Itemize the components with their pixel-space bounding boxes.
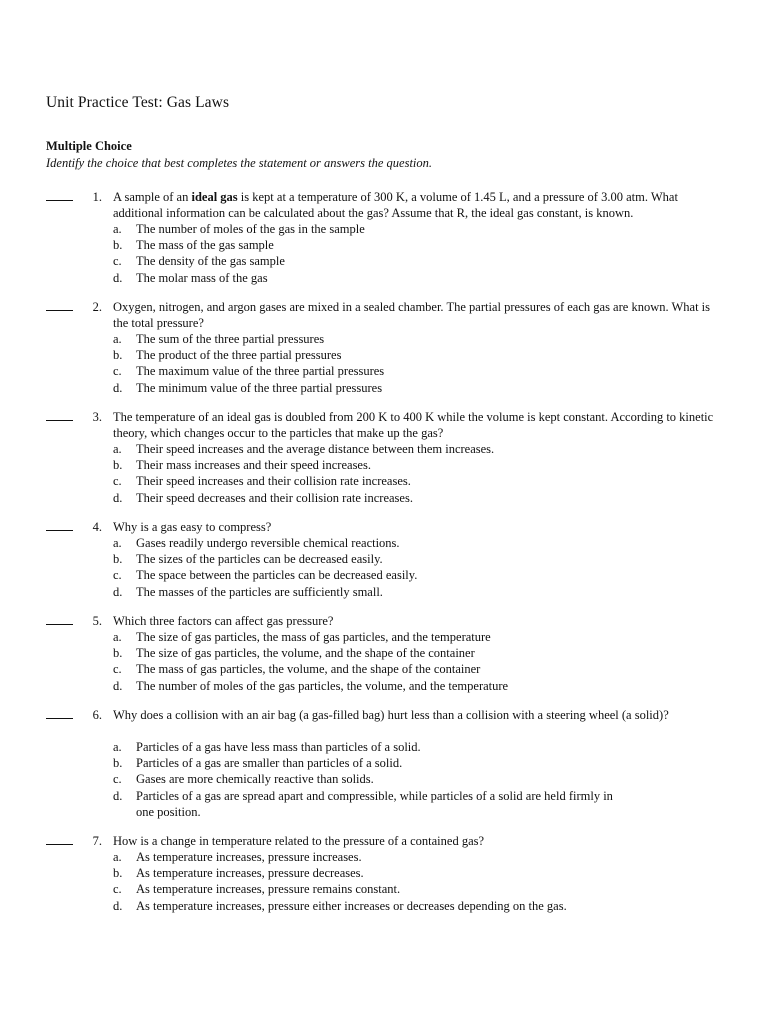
answer-options [113,331,713,396]
option-d[interactable] [113,270,713,286]
question-stem: Why is a gas easy to compress? [113,520,272,534]
option-c[interactable] [113,473,713,489]
answer-options [113,739,613,820]
option-letter: a. [113,222,122,236]
question-stem: Oxygen, nitrogen, and argon gases are mixed in a sealed chamber. The partial pressures of each gas are known. What is the total pressure? [113,300,711,331]
option-text: The number of moles of the gas particles, the volume, and the temperature [136,678,509,693]
section-instructions: Identify the choice that best completes the statement or answers the question. [46,156,433,170]
question-stem [113,189,725,221]
question-stem: How is a change in temperature related to the pressure of a contained gas? [113,834,485,848]
option-letter: d. [113,898,123,913]
option-letter: b. [113,458,123,473]
question-stem: Why does a collision with an air bag (a gas-filled bag) hurt less than a collision with a steering wheel (a solid)? [113,708,669,722]
option-text: The sizes of the particles can be decreased easily. [136,552,383,567]
option-d[interactable] [113,678,713,694]
option-text: The sum of the three partial pressures [136,332,325,346]
option-letter: d. [113,270,123,285]
option-c[interactable] [113,661,713,677]
option-text: Gases readily undergo reversible chemical reactions. [136,536,400,550]
question-number: 5. [92,614,102,628]
question-number: 7. [92,834,102,848]
option-b[interactable] [113,865,713,881]
option-a[interactable] [113,739,613,755]
question-number: 4. [92,520,102,534]
question-number: 2. [92,300,102,314]
option-text: The number of moles of the gas in the sample [136,222,365,236]
option-text: As temperature increases, pressure either increases or decreases depending on the gas. [136,898,567,913]
answer-blank[interactable] [46,299,73,311]
option-letter: a. [113,536,122,550]
option-letter: d. [113,678,123,693]
answer-blank[interactable] [46,519,73,531]
answer-blank[interactable] [46,707,73,719]
option-letter: d. [113,490,123,505]
answer-options [113,441,713,506]
answer-blank[interactable] [46,833,73,845]
stem-text: is kept at a temperature of 300 K, a volume of 1.45 L, and a pressure of 3.00 atm. What additional information can be calculated about the gas? Assume that R, the ideal gas constant, is known. [113,190,678,221]
question-number: 3. [92,410,102,424]
option-a[interactable] [113,221,713,237]
option-a[interactable] [113,441,713,457]
option-d[interactable] [113,380,713,396]
option-text: The molar mass of the gas [136,270,268,285]
option-text: Particles of a gas are smaller than particles of a solid. [136,756,403,771]
answer-blank[interactable] [46,613,73,625]
option-text: As temperature increases, pressure decreases. [136,866,364,881]
option-letter: b. [113,866,123,881]
option-letter: c. [113,882,122,897]
option-text: Their speed decreases and their collision rate increases. [136,490,413,505]
question-stem: The temperature of an ideal gas is doubled from 200 K to 400 K while the volume is kept constant. According to kinetic theory, which changes occur to the particles that make up the gas? [113,410,714,441]
option-letter: c. [113,568,122,583]
page-title: Unit Practice Test: Gas Laws [46,94,230,111]
option-b[interactable] [113,755,613,771]
option-text: The product of the three partial pressures [136,348,342,363]
option-text: Their mass increases and their speed increases. [136,458,371,473]
option-c[interactable] [113,567,713,583]
answer-blank[interactable] [46,189,73,201]
option-text: The space between the particles can be decreased easily. [136,568,418,583]
option-text: As temperature increases, pressure increases. [136,850,362,864]
option-letter: c. [113,474,122,489]
answer-options [113,849,713,914]
option-text: The masses of the particles are sufficiently small. [136,584,383,599]
option-letter: b. [113,756,123,771]
option-c[interactable] [113,881,713,897]
option-text: Gases are more chemically reactive than solids. [136,772,374,787]
option-letter: a. [113,850,122,864]
option-d[interactable] [113,584,713,600]
question-number: 6. [92,708,102,722]
option-a[interactable] [113,535,713,551]
option-d[interactable] [113,898,713,914]
question-number: 1. [92,190,102,204]
option-text: The mass of gas particles, the volume, and the shape of the container [136,662,481,677]
option-text: The size of gas particles, the mass of gas particles, and the temperature [136,630,491,644]
option-b[interactable] [113,551,713,567]
option-text: The minimum value of the three partial pressures [136,380,383,395]
option-text: Their speed increases and the average distance between them increases. [136,442,495,456]
option-letter: a. [113,332,122,346]
option-letter: c. [113,772,122,787]
option-text: Their speed increases and their collision rate increases. [136,474,411,489]
option-a[interactable] [113,849,713,865]
option-letter: c. [113,364,122,379]
question-stem: Which three factors can affect gas pressure? [113,614,334,628]
option-d[interactable] [113,490,713,506]
option-text: The density of the gas sample [136,254,285,269]
option-b[interactable] [113,457,713,473]
option-letter: c. [113,254,122,269]
stem-bold-term: ideal gas [191,190,238,204]
option-letter: a. [113,740,122,754]
option-letter: a. [113,630,122,644]
answer-blank[interactable] [46,409,73,421]
option-text: Particles of a gas have less mass than particles of a solid. [136,740,421,754]
option-text: Particles of a gas are spread apart and compressible, while particles of a solid are held firmly in one position. [136,788,613,819]
option-b[interactable] [113,237,713,253]
option-letter: a. [113,442,122,456]
option-letter: b. [113,552,123,567]
stem-text: A sample of an [113,190,192,204]
option-d[interactable] [113,788,613,820]
option-letter: b. [113,238,123,253]
option-c[interactable] [113,771,613,787]
option-a[interactable] [113,331,713,347]
option-a[interactable] [113,629,713,645]
answer-options [113,221,713,286]
section-heading: Multiple Choice [46,139,132,153]
option-letter: b. [113,348,123,363]
option-letter: c. [113,662,122,677]
option-letter: d. [113,584,123,599]
answer-options [113,629,713,694]
option-letter: d. [113,380,123,395]
option-text: The size of gas particles, the volume, and the shape of the container [136,646,475,661]
answer-options [113,535,713,600]
option-b[interactable] [113,347,713,363]
option-text: The mass of the gas sample [136,238,274,253]
option-c[interactable] [113,363,713,379]
option-b[interactable] [113,645,713,661]
option-text: As temperature increases, pressure remains constant. [136,882,401,897]
option-text: The maximum value of the three partial pressures [136,364,385,379]
option-c[interactable] [113,253,713,269]
option-letter: d. [113,788,123,803]
option-letter: b. [113,646,123,661]
